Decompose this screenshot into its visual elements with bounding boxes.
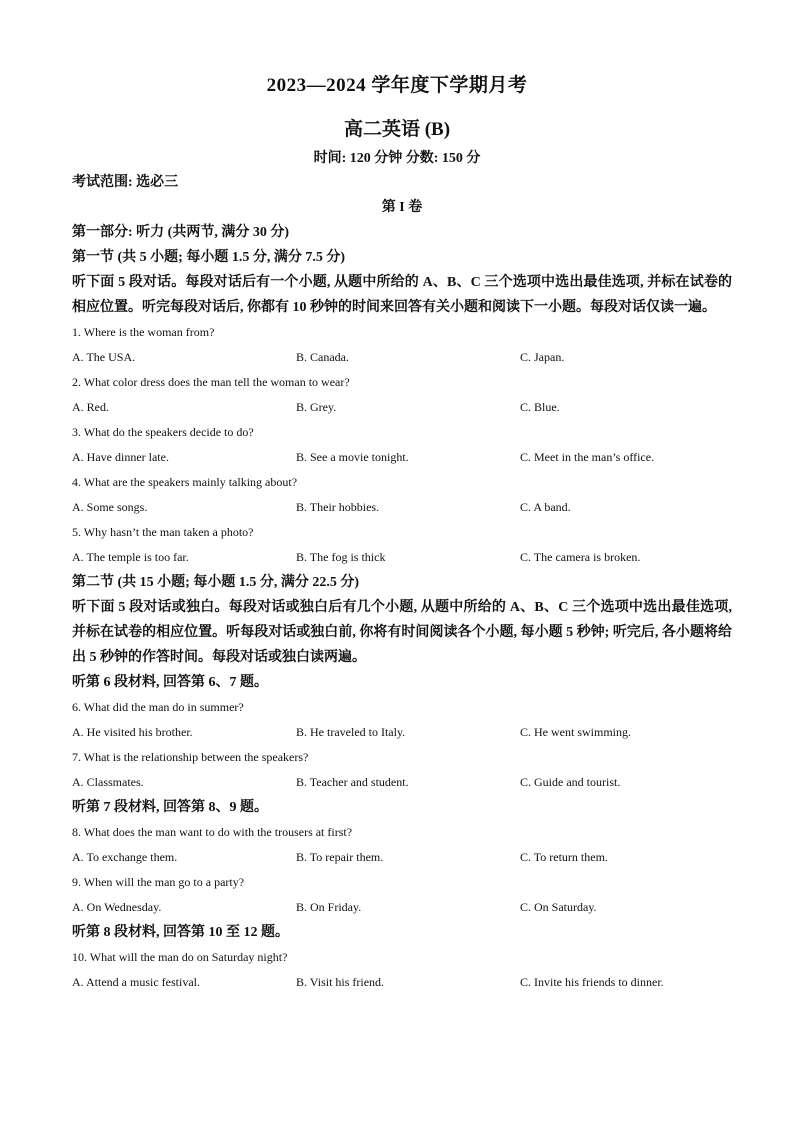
- section1-instruction: 听下面 5 段对话。每段对话后有一个小题, 从题中所给的 A、B、C 三个选项中选出最佳选项, 并标在试卷的相应位置。听完每段对话后, 你都有 10 秒钟的时间来回答有关小题和阅读下一小题。每段对话仅读一遍。: [72, 275, 732, 315]
- option-c: C. The camera is broken.: [520, 550, 641, 564]
- options-row: [72, 345, 732, 370]
- option-a: A. The USA.: [72, 350, 136, 364]
- question-text: 3. What do the speakers decide to do?: [72, 425, 254, 439]
- exam-scope: 考试范围: 选必三: [72, 175, 179, 190]
- question-item: [72, 470, 732, 520]
- question-text: 1. Where is the woman from?: [72, 325, 215, 339]
- question-item: [72, 420, 732, 470]
- question-item: [72, 695, 732, 745]
- section2-instruction: 听下面 5 段对话或独白。每段对话或独白后有几个小题, 从题中所给的 A、B、C 三个选项中选出最佳选项, 并标在试卷的相应位置。听每段对话或独白前, 你将有时间阅读各个小题, 每小题 5 秒钟; 听完后, 各小题将给出 5 秒钟的作答时间。每段对话或独白读两遍。: [72, 600, 732, 665]
- option-b: B. To repair them.: [296, 850, 384, 864]
- question-group: [72, 920, 732, 995]
- question-text: 6. What did the man do in summer?: [72, 700, 244, 714]
- section1-heading: 第一节 (共 5 小题; 每小题 1.5 分, 满分 7.5 分): [72, 250, 345, 265]
- question-text: 2. What color dress does the man tell the woman to wear?: [72, 375, 350, 389]
- option-c: C. To return them.: [520, 850, 608, 864]
- options-row: [72, 895, 732, 920]
- question-group: [72, 795, 732, 920]
- question-item: [72, 520, 732, 570]
- option-a: A. Some songs.: [72, 500, 148, 514]
- option-b: B. Visit his friend.: [296, 975, 385, 989]
- option-b: B. Their hobbies.: [296, 500, 380, 514]
- group-label: 听第 6 段材料, 回答第 6、7 题。: [72, 675, 268, 690]
- exam-subtitle: 高二英语 (B): [343, 119, 451, 140]
- option-a: A. Red.: [72, 400, 109, 414]
- option-a: A. To exchange them.: [72, 850, 178, 864]
- option-b: B. Grey.: [296, 400, 337, 414]
- exam-time-score: 时间: 120 分钟 分数: 150 分: [313, 151, 481, 166]
- question-text: 5. Why hasn’t the man taken a photo?: [72, 525, 254, 539]
- option-b: B. Teacher and student.: [296, 775, 409, 789]
- question-item: [72, 870, 732, 920]
- group-label: 听第 8 段材料, 回答第 10 至 12 题。: [72, 925, 289, 940]
- question-item: [72, 320, 732, 370]
- options-row: [72, 720, 732, 745]
- options-row: [72, 970, 732, 995]
- question-text: 10. What will the man do on Saturday night?: [72, 950, 288, 964]
- question-item: [72, 745, 732, 795]
- volume-heading: 第 I 卷: [381, 200, 423, 215]
- option-a: A. Attend a music festival.: [72, 975, 200, 989]
- question-item: [72, 945, 732, 995]
- option-b: B. The fog is thick: [296, 550, 386, 564]
- option-c: C. Invite his friends to dinner.: [520, 975, 664, 989]
- option-b: B. Canada.: [296, 350, 349, 364]
- option-b: B. See a movie tonight.: [296, 450, 409, 464]
- question-text: 8. What does the man want to do with the trousers at first?: [72, 825, 353, 839]
- option-c: C. Guide and tourist.: [520, 775, 621, 789]
- option-a: A. He visited his brother.: [72, 725, 193, 739]
- option-c: C. He went swimming.: [520, 725, 631, 739]
- group-label: 听第 7 段材料, 回答第 8、9 题。: [72, 800, 268, 815]
- option-a: A. The temple is too far.: [72, 550, 189, 564]
- exam-title: 2023—2024 学年度下学期月考: [266, 75, 528, 96]
- options-row: [72, 845, 732, 870]
- question-text: 4. What are the speakers mainly talking about?: [72, 475, 298, 489]
- options-row: [72, 495, 732, 520]
- options-row: [72, 395, 732, 420]
- question-text: 7. What is the relationship between the speakers?: [72, 750, 309, 764]
- option-a: A. Have dinner late.: [72, 450, 169, 464]
- options-row: [72, 445, 732, 470]
- options-row: [72, 545, 732, 570]
- option-c: C. Japan.: [520, 350, 565, 364]
- option-c: C. A band.: [520, 500, 571, 514]
- option-b: B. He traveled to Italy.: [296, 725, 406, 739]
- section2-heading: 第二节 (共 15 小题; 每小题 1.5 分, 满分 22.5 分): [72, 575, 359, 590]
- option-a: A. Classmates.: [72, 775, 144, 789]
- question-item: [72, 370, 732, 420]
- question-text: 9. When will the man go to a party?: [72, 875, 245, 889]
- question-group: [72, 670, 732, 795]
- option-b: B. On Friday.: [296, 900, 362, 914]
- section1-questions: [72, 320, 732, 570]
- options-row: [72, 770, 732, 795]
- exam-content: [72, 170, 732, 995]
- option-c: C. Blue.: [520, 400, 560, 414]
- option-c: C. Meet in the man’s office.: [520, 450, 655, 464]
- option-c: C. On Saturday.: [520, 900, 597, 914]
- question-item: [72, 820, 732, 870]
- part1-heading: 第一部分: 听力 (共两节, 满分 30 分): [72, 225, 289, 240]
- option-a: A. On Wednesday.: [72, 900, 162, 914]
